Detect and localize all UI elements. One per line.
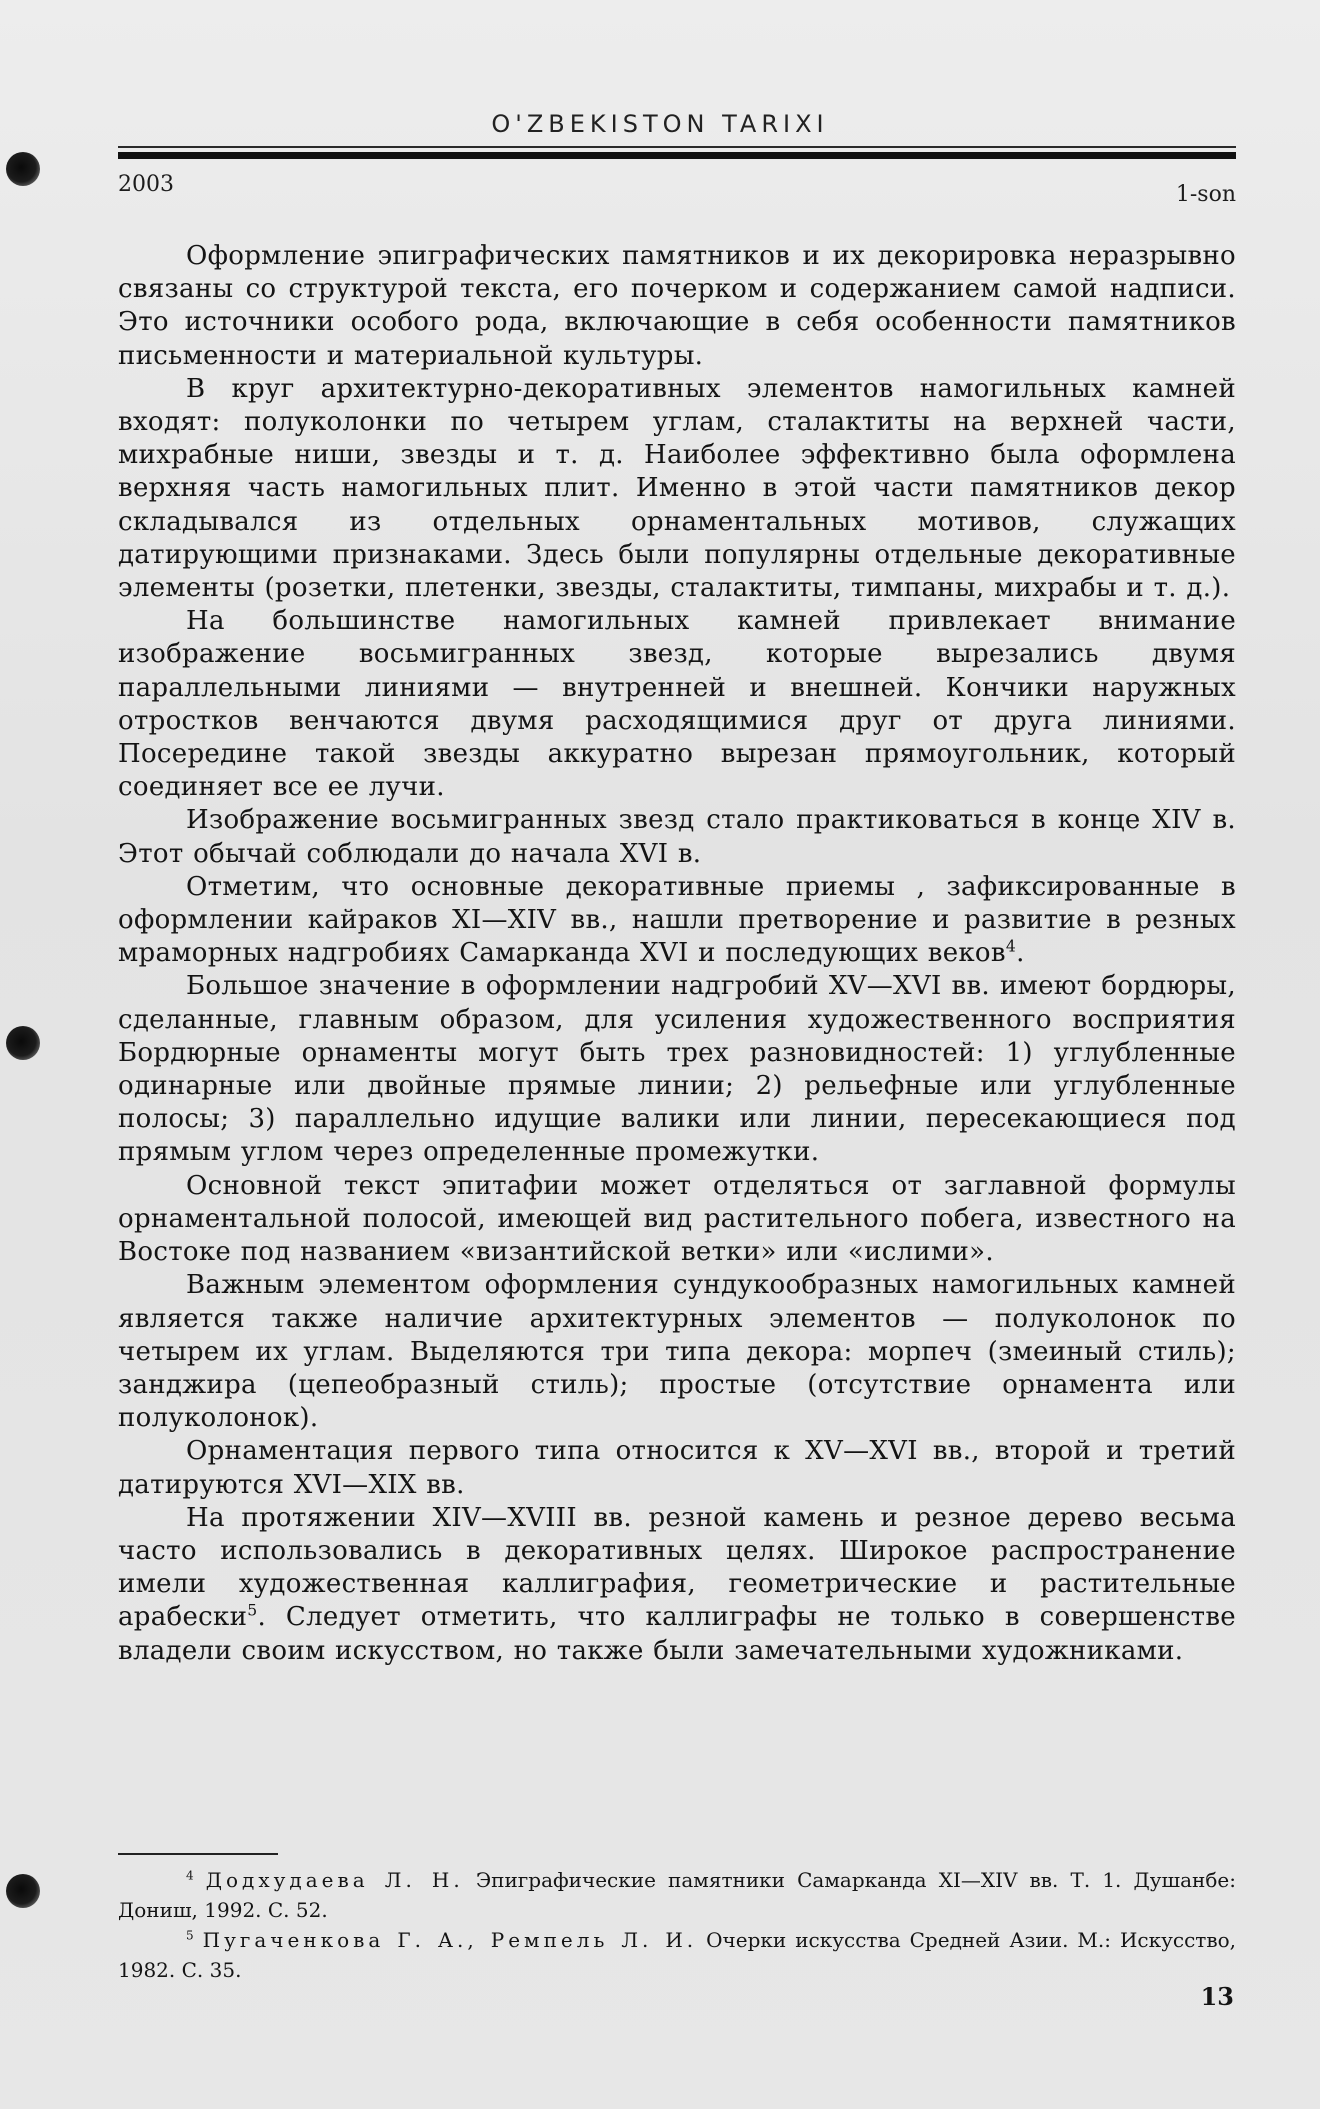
footnote-text: Эпиграфические памятники Самарканда XI—XIV вв. Т. 1. Душанбе: Дониш, 1992. С. 52.	[118, 1868, 1237, 1922]
issue-number: 1-son	[1175, 182, 1236, 207]
paragraph-text: На протяжении XIV—XVIII вв. резной камень и резное дерево весьма часто использовались в декоративных целях. Широкое распространение имели художественная каллиграфия, геометрические и растительные арабески	[118, 1502, 1236, 1633]
paragraph: Изображение восьмигранных звезд стало практиковаться в конце XIV в. Этот обычай соблюдали до начала XVI в.	[118, 805, 1236, 869]
header-rule-thin	[118, 146, 1236, 148]
footnote-author: Додхудаева Л. Н.	[205, 1868, 464, 1892]
punch-hole	[6, 152, 40, 186]
paragraph: Важным элементом оформления сундукообразных намогильных камней является также наличие архитектурных элементов — полуколонок по четырем их углам. Выделяются три типа декора: морпеч (змеиный стиль); занджира (цепеобразный стиль); простые (отсутствие орнамента или полуколонок).	[118, 1270, 1236, 1434]
paragraph: Основной текст эпитафии может отделяться от заглавной формулы орнаментальной полосой, имеющей вид растительного побега, известного на Востоке под названием «византийской ветки» или «ислими».	[118, 1170, 1236, 1268]
punch-hole	[6, 1874, 40, 1908]
article-body	[118, 240, 1236, 1668]
footnote	[118, 1925, 1236, 1985]
footnote-number: 5	[186, 1928, 194, 1943]
footnotes	[118, 1853, 1236, 1985]
footnote-ref: 5	[247, 1601, 258, 1620]
footnote	[118, 1865, 1236, 1925]
paragraph: В круг архитектурно-декоративных элементов намогильных камней входят: полуколонки по четырем углам, сталактиты на верхней части, михрабные ниши, звезды и т. д. Наиболее эффективно была оформлена верхняя часть намогильных плит. Именно в этой части памятников декор складывался из отдельных орнаментальных мотивов, служащих датирующими признаками. Здесь были популярны отдельные декоративные элементы (розетки, плетенки, звезды, сталактиты, тимпаны, михрабы и т. д.).	[118, 373, 1236, 604]
paragraph-text: . Следует отметить, что каллиграфы не только в совершенстве владели своим искусством, но также были замечательными художниками.	[118, 1602, 1236, 1666]
punch-hole	[6, 1026, 40, 1060]
paragraph-text: Отметим, что основные декоративные приемы , зафиксированные в оформлении кайраков XI—XIV вв., нашли претворение и развитие в резных мраморных надгробиях Самарканда XVI и последующих веков	[118, 871, 1236, 969]
footnote-author: Пугаченкова Г. А., Ремпель Л. И.	[202, 1928, 698, 1952]
footnote-divider	[118, 1853, 278, 1855]
paragraph: Оформление эпиграфических памятников и их декорировка неразрывно связаны со структурой текста, его почерком и содержанием самой надписи. Это источники особого рода, включающие в себя особенности памятников письменности и материальной культуры.	[118, 241, 1236, 371]
journal-title: O'ZBEKISTON TARIXI	[491, 110, 829, 138]
paragraph: На большинстве намогильных камней привлекает внимание изображение восьмигранных звезд, которые вырезались двумя параллельными линиями — внутренней и внешней. Кончики наружных отростков венчаются двумя расходящимися друг от друга линиями. Посередине такой звезды аккуратно вырезан прямоугольник, который соединяет все ее лучи.	[118, 606, 1236, 803]
paragraph: Отметим, что основные декоративные приемы , зафиксированные в оформлении кайраков XI—XIV вв., нашли претворение и развитие в резных мраморных надгробиях Самарканда XVI и последующих веков$^4$.	[118, 871, 1236, 969]
header-rule-thick	[118, 152, 1236, 159]
paragraph: Орнаментация первого типа относится к XV—XVI вв., второй и третий датируются XVI—XIX вв.	[118, 1436, 1236, 1500]
paragraph: Большое значение в оформлении надгробий XV—XVI вв. имеют бордюры, сделанные, главным образом, для усиления художественного восприятия Бордюрные орнаменты могут быть трех разновидностей: 1) углубленные одинарные или двойные прямые линии; 2) рельефные или углубленные полосы; 3) параллельно идущие валики или линии, пересекающиеся под прямым углом через определенные промежутки.	[118, 971, 1236, 1168]
page-number: 13	[1200, 1982, 1234, 2011]
footnote-ref: 4	[1005, 937, 1017, 956]
paragraph	[118, 1502, 1236, 1668]
footnote-text: Очерки искусства Средней Азии. М.: Искусство, 1982. С. 35.	[118, 1928, 1236, 1982]
footnote-number: 4	[186, 1868, 194, 1883]
issue-year: 2003	[118, 172, 174, 197]
